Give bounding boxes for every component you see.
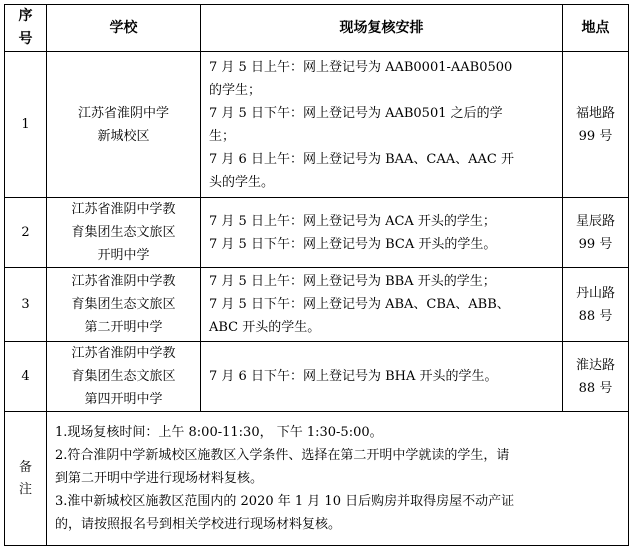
notes-label: 备 注 <box>5 412 47 546</box>
row-arrangement: 7 月 5 日上午：网上登记号为 BBA 开头的学生； 7 月 5 日下午：网上登记号为 ABA、CBA、ABB、 ABC 开头的学生。 <box>201 268 563 342</box>
row-no: 4 <box>5 342 47 412</box>
header-no: 序 号 <box>5 5 47 52</box>
row-location: 福地路 99 号 <box>563 52 629 198</box>
row-school: 江苏省淮阴中学教 育集团生态文旅区 开明中学 <box>47 198 201 268</box>
row-arrangement: 7 月 6 日下午：网上登记号为 BHA 开头的学生。 <box>201 342 563 412</box>
header-row <box>5 5 629 52</box>
schedule-table <box>4 4 629 546</box>
table-row <box>5 198 629 268</box>
row-school: 江苏省淮阴中学 新城校区 <box>47 52 201 198</box>
row-no: 3 <box>5 268 47 342</box>
header-location: 地点 <box>563 5 629 52</box>
row-location: 星辰路 99 号 <box>563 198 629 268</box>
header-arrangement: 现场复核安排 <box>201 5 563 52</box>
header-school: 学校 <box>47 5 201 52</box>
row-no: 2 <box>5 198 47 268</box>
table-row <box>5 268 629 342</box>
table-row <box>5 52 629 198</box>
row-school: 江苏省淮阴中学教 育集团生态文旅区 第二开明中学 <box>47 268 201 342</box>
notes-content: 1.现场复核时间：上午 8:00-11:30， 下午 1:30-5:00。 2.符合淮阴中学新城校区施教区入学条件、选择在第二开明中学就读的学生，请 到第二开明中学进行现场材料复核。 3.淮中新城校区施教区范围内的 2020 年 1 月 10 日后购房并取得房屋不动产证 的，请按照报名号到相关学校进行现场材料复核。 <box>47 412 629 546</box>
row-location: 淮达路 88 号 <box>563 342 629 412</box>
row-arrangement: 7 月 5 日上午：网上登记号为 ACA 开头的学生； 7 月 5 日下午：网上登记号为 BCA 开头的学生。 <box>201 198 563 268</box>
table-row <box>5 342 629 412</box>
row-no: 1 <box>5 52 47 198</box>
row-location: 丹山路 88 号 <box>563 268 629 342</box>
row-arrangement: 7 月 5 日上午：网上登记号为 AAB0001-AAB0500 的学生； 7 月 5 日下午：网上登记号为 AAB0501 之后的学 生； 7 月 6 日上午：网上登记号为 BAA、CAA、AAC 开 头的学生。 <box>201 52 563 198</box>
row-school: 江苏省淮阴中学教 育集团生态文旅区 第四开明中学 <box>47 342 201 412</box>
notes-row <box>5 412 629 546</box>
